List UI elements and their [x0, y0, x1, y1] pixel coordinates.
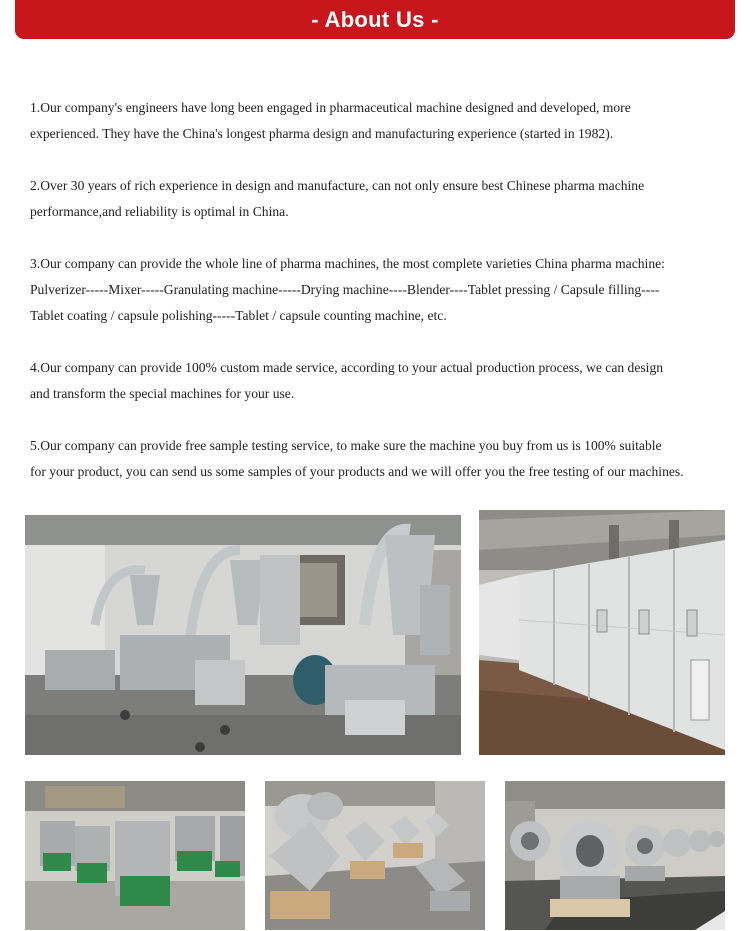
- paragraph-line: performance,and reliability is optimal in China.: [30, 204, 289, 219]
- photo-pulverizer-workshop: [25, 515, 461, 755]
- paragraph-line: 1.Our company's engineers have long been engaged in pharmaceutical machine designed and developed, more: [30, 100, 631, 115]
- section-title: - About Us -: [311, 6, 439, 32]
- paragraph-line: and transform the special machines for your use.: [30, 386, 295, 401]
- photo-coating-pans: [505, 781, 725, 930]
- paragraph-line: Tablet coating / capsule polishing-----Tablet / capsule counting machine, etc.: [30, 308, 447, 323]
- company-intro: [30, 95, 730, 511]
- photo-tablet-presses: [25, 781, 245, 930]
- photo-drying-ovens: [479, 510, 725, 755]
- about-us-banner: [15, 0, 735, 39]
- paragraph-line: 2.Over 30 years of rich experience in design and manufacture, can not only ensure best Chinese pharma machine: [30, 178, 645, 193]
- intro-paragraph-3: [30, 251, 730, 329]
- paragraph-line: for your product, you can send us some samples of your products and we will offer you the free testing of our machines.: [30, 464, 684, 479]
- paragraph-line: 5.Our company can provide free sample testing service, to make sure the machine you buy from us is 100% suitable: [30, 438, 662, 453]
- paragraph-line: 4.Our company can provide 100% custom made service, according to your actual production process, we can design: [30, 360, 664, 375]
- photo-v-mixers: [265, 781, 485, 930]
- intro-paragraph-5: [30, 433, 730, 485]
- paragraph-line: 3.Our company can provide the whole line of pharma machines, the most complete varieties China pharma machine:: [30, 256, 665, 271]
- paragraph-line: Pulverizer-----Mixer-----Granulating machine-----Drying machine----Blender----Tablet pressing / Capsule filling----: [30, 282, 660, 297]
- intro-paragraph-4: [30, 355, 730, 407]
- intro-paragraph-1: [30, 95, 730, 147]
- paragraph-line: experienced. They have the China's longest pharma design and manufacturing experience (started in 1982).: [30, 126, 614, 141]
- intro-paragraph-2: [30, 173, 730, 225]
